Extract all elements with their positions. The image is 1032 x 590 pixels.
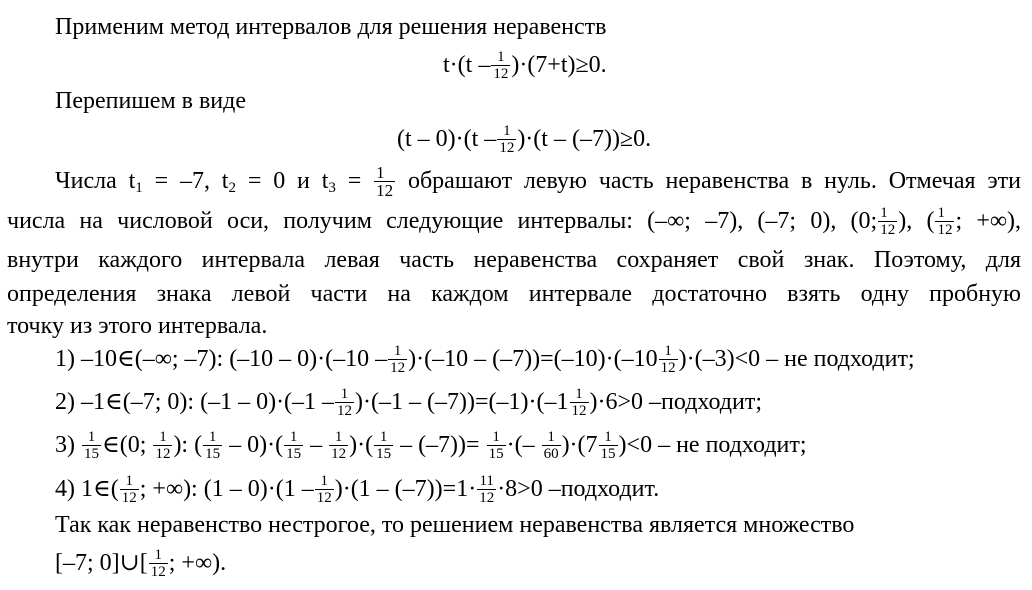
- fraction-1-12: $\frac{1}{12}$: [493, 48, 509, 82]
- text-line-1: Применим метод интервалов для решения неравенств: [55, 14, 607, 40]
- fraction-1-12: $\frac{1}{12}$: [331, 428, 347, 462]
- case-1: 1) –10∈(–∞; –7): (–10 – 0)·(–10 – $\frac{1}{12}$ )·(–10 – (–7))=(–10)·(–10 $\frac{1}{12}$ )·(–3)<0 – не подходит;: [55, 342, 915, 376]
- fraction-1-12: $\frac{1}{12}$: [376, 162, 394, 200]
- fraction-1-12: $\frac{1}{12}$: [880, 204, 896, 238]
- fraction-1-12: $\frac{1}{12}$: [121, 472, 137, 506]
- text-line-3: Перепишем в виде: [55, 88, 247, 114]
- fraction-1-12: $\frac{1}{12}$: [337, 385, 353, 419]
- fraction-1-12: $\frac{1}{12}$: [316, 472, 332, 506]
- fraction-1-12: $\frac{1}{12}$: [571, 385, 587, 419]
- fraction-1-12: $\frac{1}{12}$: [150, 546, 166, 580]
- text-line-5: Числа $t_1 = -7$, $t_2 = 0$ и $t_3$ = $\frac{1}{12}$ обрашают левую часть неравенства в нуль. Отмечая эти: [55, 162, 1021, 200]
- fraction-1-60: $\frac{1}{60}$: [543, 428, 559, 462]
- fraction-1-12: $\frac{1}{12}$: [390, 342, 406, 376]
- text-line-7: внутри каждого интервала левая часть неравенства сохраняет свой знак. Поэтому, для: [7, 247, 1021, 273]
- case-4: 4) 1∈( $\frac{1}{12}$ ; +∞): (1 – 0)·(1 – $\frac{1}{12}$ )·(1 – (–7))=1· $\frac{11}{12}$ ·8>0 –подходит.: [55, 472, 660, 506]
- formula-inequality: t·(t – $\frac{1}{12}$ )·(7+t)≥0.: [443, 48, 607, 82]
- text-line-6: числа на числовой оси, получим следующие интервалы: (–∞; –7), (–7; 0), (0; $\frac{1}{12}$ ), ( $\frac{1}{12}$ ; +∞),: [7, 204, 1022, 238]
- fraction-1-12: $\frac{1}{12}$: [660, 342, 676, 376]
- case-3: 3) $\frac{1}{15}$ ∈(0; $\frac{1}{12}$ ): ( $\frac{1}{15}$ – 0)·( $\frac{1}{15}$ – $\frac{1}{12}$ )·( $\frac{1}{15}$ – (–7))= $\frac{1}{15}$ ·(– $\frac{1}{60}$ )·(7 $\frac{1}{15}$ )<0 – не подходит;: [55, 428, 807, 462]
- fraction-1-15: $\frac{1}{15}$: [488, 428, 504, 462]
- formula-rewritten: (t – 0)·(t – $\frac{1}{12}$ )·(t – (–7))≥0.: [397, 122, 652, 156]
- text-line-8: определения знака левой части на каждом интервале достаточно взять одну пробную: [7, 281, 1021, 307]
- fraction-1-15: $\frac{1}{15}$: [84, 428, 99, 462]
- fraction-11-12: $\frac{11}{12}$: [479, 472, 495, 506]
- fraction-1-12: $\frac{1}{12}$: [937, 204, 953, 238]
- fraction-1-12: $\frac{1}{12}$: [499, 122, 515, 156]
- fraction-1-12: $\frac{1}{12}$: [155, 428, 171, 462]
- text-line-9: точку из этого интервала.: [7, 313, 268, 339]
- answer-set: [–7; 0]∪[ $\frac{1}{12}$ ; +∞).: [55, 546, 227, 580]
- case-2: 2) –1∈(–7; 0): (–1 – 0)·(–1 – $\frac{1}{12}$ )·(–1 – (–7))=(–1)·(–1 $\frac{1}{12}$ )·6>0 –подходит;: [55, 385, 763, 419]
- fraction-1-15: $\frac{1}{15}$: [600, 428, 616, 462]
- fraction-1-15: $\frac{1}{15}$: [205, 428, 221, 462]
- fraction-1-15: $\frac{1}{15}$: [286, 428, 302, 462]
- text-line-14: Так как неравенство нестрогое, то решением неравенства является множество: [55, 512, 855, 538]
- fraction-1-15: $\frac{1}{15}$: [376, 428, 392, 462]
